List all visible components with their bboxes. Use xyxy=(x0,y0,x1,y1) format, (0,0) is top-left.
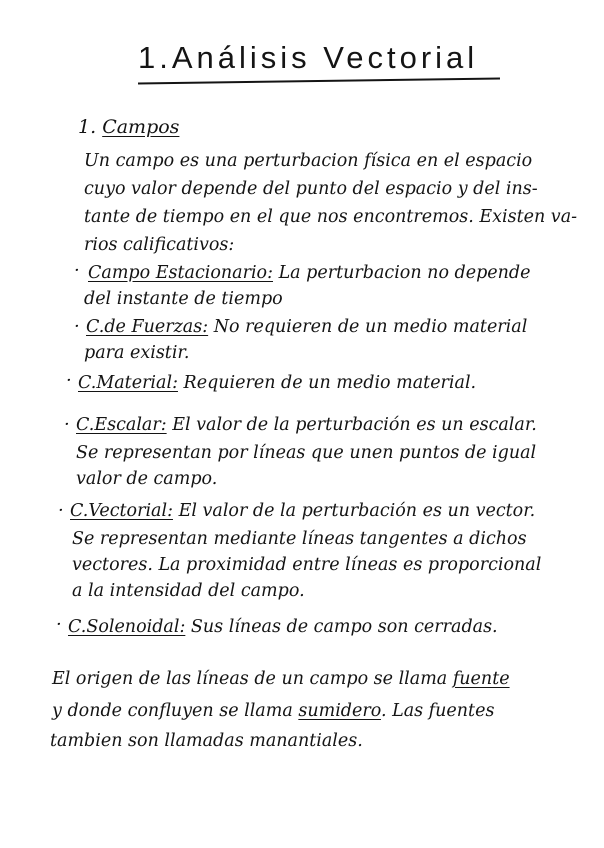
intro-line: tante de tiempo en el que nos encontremos. Existen va- xyxy=(84,207,578,227)
bullet-text: No requieren de un medio material xyxy=(213,317,528,337)
bullet-line: del instante de tiempo xyxy=(84,289,283,309)
closing-term-sumidero: sumidero xyxy=(298,701,381,721)
closing-text: . Las fuentes xyxy=(380,701,495,721)
bullet-line: valor de campo. xyxy=(76,469,218,489)
bullet-line xyxy=(78,372,476,394)
bullet-line: Se representan por líneas que unen puntos de igual xyxy=(76,443,537,463)
bullet-line xyxy=(86,316,527,338)
closing-line: tambien son llamadas manantiales. xyxy=(50,731,363,751)
bullet-line xyxy=(76,414,537,436)
bullet-dot: · xyxy=(74,316,80,337)
bullet-text: Sus líneas de campo son cerradas. xyxy=(190,617,498,637)
closing-text: El origen de las líneas de un campo se llama xyxy=(52,669,448,689)
bullet-text: Requieren de un medio material. xyxy=(183,373,477,393)
intro-line: rios calificativos: xyxy=(84,235,235,255)
bullet-term: Campo Estacionario: xyxy=(88,263,273,283)
bullet-line: vectores. La proximidad entre líneas es proporcional xyxy=(72,555,542,575)
bullet-term: C.Escalar: xyxy=(76,415,167,435)
page-title: 1.Análisis Vectorial xyxy=(138,40,479,75)
bullet-line xyxy=(70,500,535,522)
bullet-text: La perturbacion no depende xyxy=(278,263,531,283)
bullet-term: C.de Fuerzas: xyxy=(86,317,209,337)
bullet-term: C.Solenoidal: xyxy=(68,617,186,637)
closing-line xyxy=(52,700,494,722)
closing-text: y donde confluyen se llama xyxy=(52,701,293,721)
bullet-text: El valor de la perturbación es un vector. xyxy=(178,501,536,521)
section-title: Campos xyxy=(102,116,180,138)
bullet-dot: · xyxy=(64,414,70,435)
bullet-line: para existir. xyxy=(84,343,190,363)
bullet-term: C.Material: xyxy=(78,373,178,393)
intro-line: Un campo es una perturbacion física en el espacio xyxy=(84,151,533,171)
bullet-dot: · xyxy=(74,260,80,281)
closing-term-fuente: fuente xyxy=(452,669,510,689)
bullet-term: C.Vectorial: xyxy=(70,501,173,521)
bullet-dot: · xyxy=(66,370,72,391)
intro-line: cuyo valor depende del punto del espacio y del ins- xyxy=(84,179,538,199)
closing-line xyxy=(52,668,510,690)
bullet-line xyxy=(68,616,498,638)
bullet-text: El valor de la perturbación es un escalar. xyxy=(172,415,537,435)
bullet-line: Se representan mediante líneas tangentes a dichos xyxy=(72,529,527,549)
bullet-dot: · xyxy=(58,500,64,521)
title-underline xyxy=(138,77,500,84)
bullet-line xyxy=(88,262,531,284)
bullet-line: a la intensidad del campo. xyxy=(72,581,305,601)
section-heading xyxy=(78,116,179,138)
bullet-dot: · xyxy=(56,614,62,635)
section-number: 1. xyxy=(78,116,97,138)
